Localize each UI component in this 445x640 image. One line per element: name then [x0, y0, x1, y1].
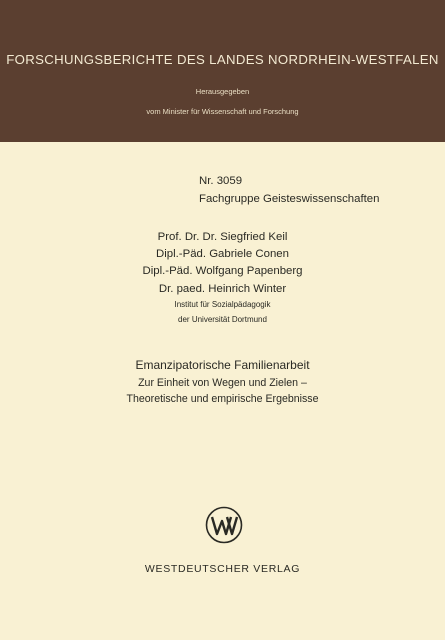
author-name: Dr. paed. Heinrich Winter	[158, 282, 287, 295]
author-name: Dipl.-Päd. Wolfgang Papenberg	[142, 265, 303, 278]
series-header-band	[0, 0, 445, 142]
author-name: Dipl.-Päd. Gabriele Conen	[156, 248, 289, 261]
institute	[0, 297, 445, 327]
editor-name: vom Minister für Wissenschaft und Forschung	[146, 107, 299, 116]
editor-label: Herausgegeben	[195, 87, 250, 96]
series-title: FORSCHUNGSBERICHTE DES LANDES NORDRHEIN-WESTFALEN	[6, 52, 439, 67]
book-title: Emanzipatorische Familienarbeit	[135, 358, 310, 372]
wv-logo-icon-graphic	[205, 506, 243, 544]
author-list	[0, 229, 445, 298]
publisher-name: WESTDEUTSCHER VERLAG	[144, 563, 301, 575]
subtitle-line: Zur Einheit von Wegen und Zielen –	[138, 377, 307, 389]
report-number: Nr. 3059	[199, 175, 243, 187]
subtitle-line: Theoretische und empirische Ergebnisse	[126, 392, 319, 405]
author-name: Prof. Dr. Dr. Siegfried Keil	[157, 231, 288, 243]
institute-line: Institut für Sozialpädagogik	[174, 300, 271, 309]
report-group: Fachgruppe Geisteswissenschaften	[199, 193, 380, 205]
book-subtitle	[0, 376, 445, 407]
wv-logo-icon	[205, 506, 243, 544]
institute-line: der Universität Dortmund	[178, 315, 267, 324]
